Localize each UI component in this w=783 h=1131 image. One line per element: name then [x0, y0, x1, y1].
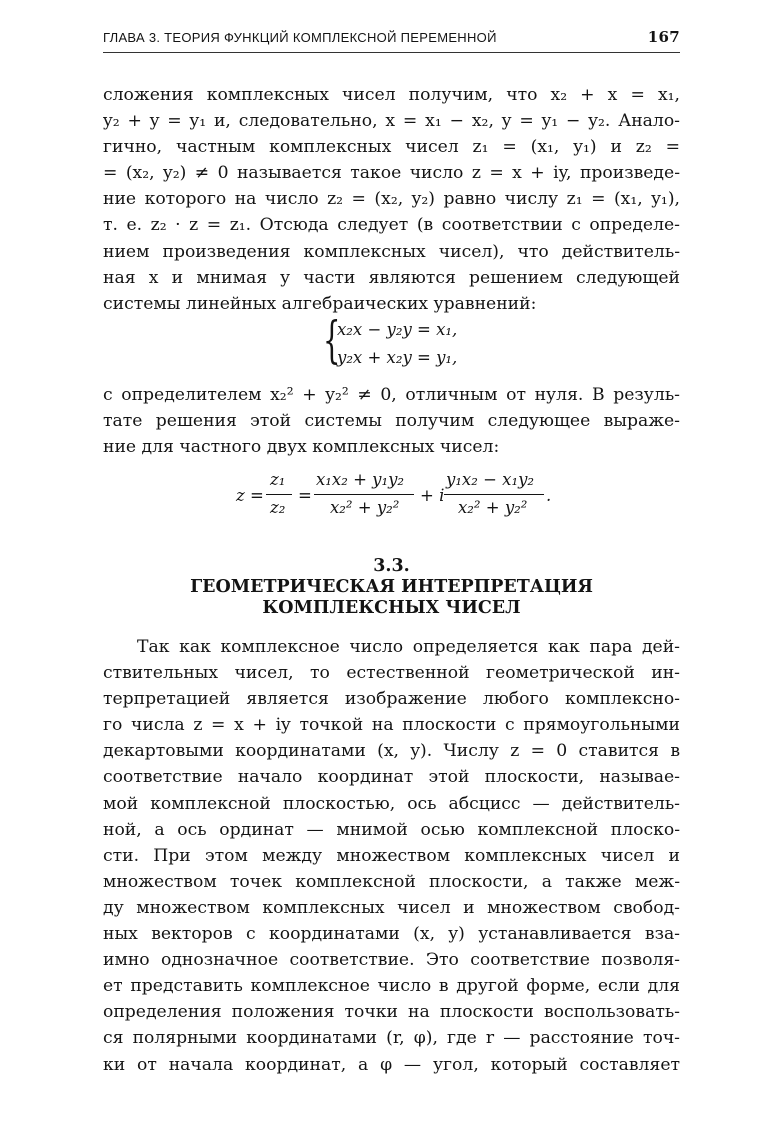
formula-plus-i: + i: [420, 486, 445, 505]
text-line: ная x и мнимая y части являются решением следующей: [103, 267, 680, 288]
text-line: ет представить комплексное число в другой форме, если для: [103, 976, 680, 997]
fraction-1-denominator: z₂: [270, 498, 286, 517]
text-line: мой комплексной плоскостью, ось абсцисс — действитель-: [103, 793, 680, 814]
text-line: нием произведения комплексных чисел), что действитель-: [103, 241, 680, 262]
text-line: с определителем x₂² + y₂² ≠ 0, отличным от нуля. В резуль-: [103, 385, 680, 405]
text-line: y₂ + y = y₁ и, следовательно, x = x₁ − x₂, y = y₁ − y₂. Анало-: [103, 111, 680, 132]
header-rule: [103, 52, 680, 53]
text-line: ных векторов с координатами (x, y) устанавливается вза-: [103, 924, 680, 945]
equation-system: [323, 311, 523, 372]
text-line: Так как комплексное число определяется как пара дей-: [137, 637, 680, 657]
fraction-1-bar: [266, 494, 292, 495]
fraction-2-denominator: x₂² + y₂²: [330, 498, 400, 517]
paragraph-2: [103, 382, 680, 460]
running-title: ГЛАВА 3. ТЕОРИЯ ФУНКЦИЙ КОМПЛЕКСНОЙ ПЕРЕМЕННОЙ: [103, 30, 497, 45]
fraction-3-numerator: y₁x₂ − x₁y₂: [446, 470, 535, 489]
page-number: 167: [647, 28, 680, 46]
system-equation-1: x₂x − y₂y = x₁,: [337, 320, 458, 339]
fraction-2-numerator: x₁x₂ + y₁y₂: [316, 470, 405, 489]
formula-equals: =: [298, 486, 312, 505]
text-line: ние которого на число z₂ = (x₂, y₂) равно числу z₁ = (x₁, y₁),: [103, 189, 680, 210]
text-line: гично, частным комплексных чисел z₁ = (x₁, y₁) и z₂ =: [103, 137, 680, 158]
text-line: ся полярными координатами (r, φ), где r — расстояние точ-: [103, 1028, 680, 1049]
section-number: 3.3.: [373, 556, 410, 576]
text-line: множеством точек комплексной плоскости, а также меж-: [103, 871, 680, 892]
text-line: определения положения точки на плоскости воспользовать-: [103, 1002, 680, 1023]
running-header: [103, 28, 680, 50]
text-line: ние для частного двух комплексных чисел:: [103, 437, 500, 458]
text-line: системы линейных алгебраических уравнений:: [103, 293, 537, 314]
text-line: = (x₂, y₂) ≠ 0 называется такое число z = x + iy, произведе-: [103, 163, 680, 184]
formula-lhs: z =: [236, 486, 264, 505]
text-line: т. е. z₂ · z = z₁. Отсюда следует (в соответствии с определе-: [103, 215, 680, 236]
fraction-3-denominator: x₂² + y₂²: [458, 498, 528, 517]
text-line: ки от начала координат, а φ — угол, который составляет: [103, 1054, 680, 1075]
formula-period: .: [546, 486, 552, 505]
text-line: декартовыми координатами (x, y). Числу z = 0 ставится в: [103, 741, 680, 762]
paragraph-3: [103, 634, 680, 1078]
text-line: сложения комплексных чисел получим, что x₂ + x = x₁,: [103, 85, 680, 105]
section-title-line-2: КОМПЛЕКСНЫХ ЧИСЕЛ: [262, 598, 521, 618]
quotient-formula: [230, 470, 570, 530]
text-line: ной, а ось ординат — мнимой осью комплексной плоско-: [103, 819, 680, 840]
text-line: соответствие начало координат этой плоскости, называе-: [103, 767, 680, 788]
text-line: го числа z = x + iy точкой на плоскости с прямоугольными: [103, 715, 680, 736]
fraction-1-numerator: z₁: [270, 470, 286, 489]
fraction-2-bar: [314, 494, 414, 495]
text-line: ду множеством комплексных чисел и множеством свобод-: [103, 897, 680, 918]
text-line: имно однозначное соответствие. Это соответствие позволя-: [103, 950, 680, 971]
paragraph-1: [103, 82, 680, 317]
fraction-3-bar: [444, 494, 544, 495]
brace-glyph: {: [323, 311, 341, 369]
text-line: тате решения этой системы получим следующее выраже-: [103, 411, 680, 432]
text-line: сти. При этом между множеством комплексных чисел и: [103, 845, 680, 866]
section-title-line-1: ГЕОМЕТРИЧЕСКАЯ ИНТЕРПРЕТАЦИЯ: [190, 577, 593, 597]
text-line: ствительных чисел, то естественной геометрической ин-: [103, 663, 680, 684]
text-line: терпретацией является изображение любого комплексно-: [103, 689, 680, 710]
system-equation-2: y₂x + x₂y = y₁,: [337, 348, 458, 367]
